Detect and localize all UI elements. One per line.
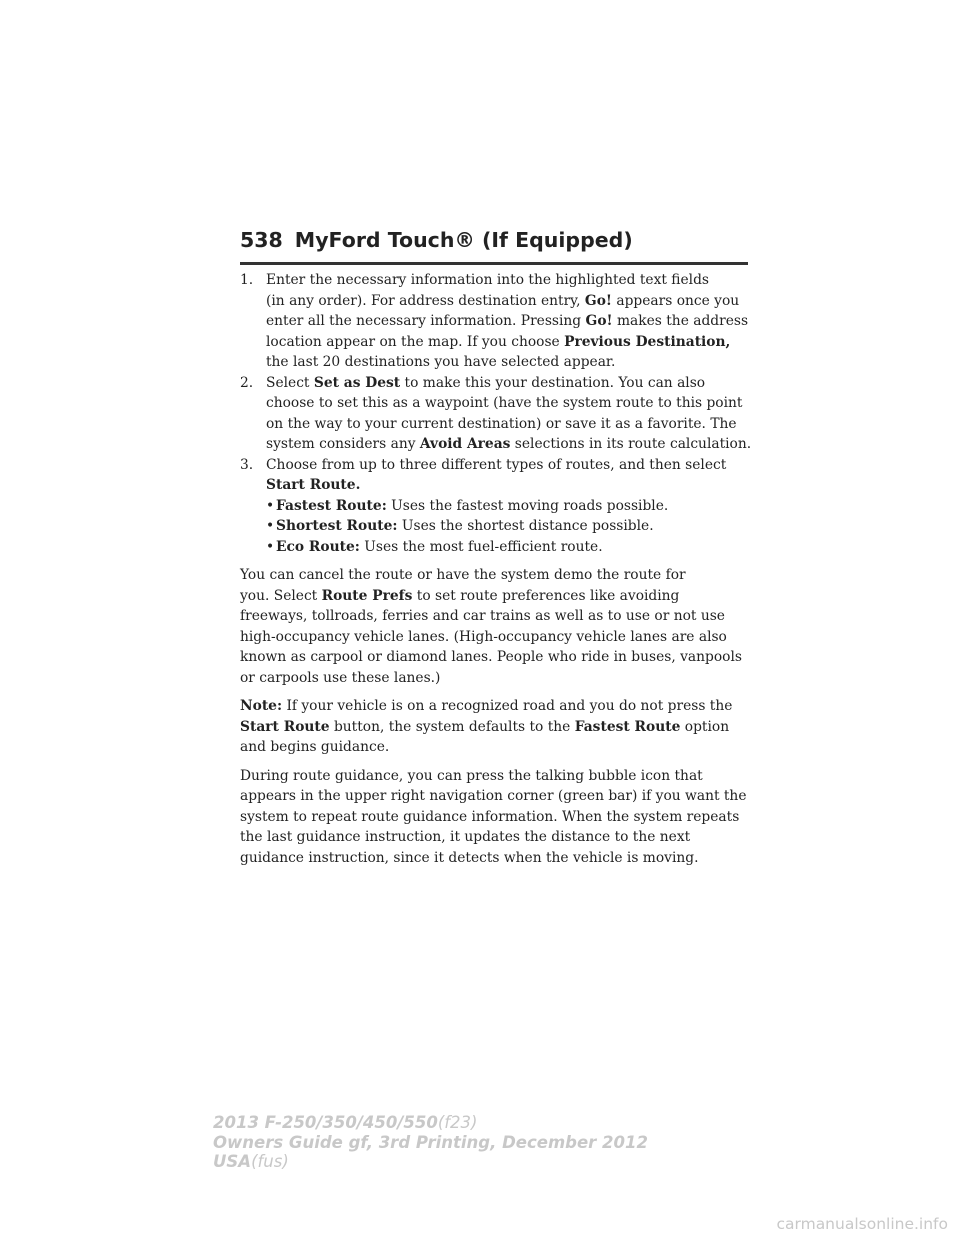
text-run: option — [680, 718, 730, 735]
text-run: the last 20 destinations you have selected appear. — [266, 354, 616, 370]
text-run: on the way to your current destination) or save it as a favorite. The — [266, 415, 737, 432]
route-type-label: Eco Route: — [276, 538, 360, 555]
paragraph — [240, 766, 750, 869]
text-line — [240, 668, 750, 689]
text-run: you. Select — [240, 587, 322, 604]
text-run: to make this your destination. You can also — [400, 374, 706, 391]
text-run: During route guidance, you can press the talking bubble icon that — [240, 767, 703, 784]
text-run: makes the address — [612, 313, 749, 329]
text-run: selections in its route calculation. — [510, 436, 752, 452]
watermark: carmanualsonline.info — [776, 1215, 948, 1233]
text-run: choose to set this as a waypoint (have the system route to this point — [266, 395, 743, 411]
step-text — [266, 455, 750, 496]
text-line — [266, 270, 750, 291]
text-line — [240, 606, 750, 627]
text-line — [240, 696, 750, 717]
text-line — [266, 434, 751, 455]
body-paragraphs — [240, 565, 750, 868]
text-line — [266, 332, 750, 353]
route-type-list — [266, 496, 750, 558]
text-run: If your vehicle is on a recognized road and you do not press the — [282, 698, 733, 714]
numbered-step — [240, 373, 750, 455]
text-run: system considers any — [266, 436, 420, 452]
route-type-label: Shortest Route: — [276, 518, 398, 534]
text-run: to set route preferences like avoiding — [412, 587, 680, 604]
bullet-icon: • — [266, 518, 275, 534]
text-line — [266, 311, 750, 332]
page-body — [240, 270, 750, 868]
paragraph — [240, 696, 750, 758]
step-text — [266, 373, 751, 455]
text-run: system to repeat route guidance information. When the system repeats — [240, 808, 740, 825]
numbered-step — [240, 455, 750, 496]
text-line — [240, 848, 750, 869]
bold-term: Route Prefs — [321, 587, 413, 604]
text-run: the last guidance instruction, it updates the distance to the next — [240, 829, 691, 845]
bold-term: Start Route — [240, 718, 330, 735]
text-line — [240, 807, 750, 828]
step-number: 1. — [240, 272, 254, 288]
text-line — [266, 414, 751, 435]
text-run: guidance instruction, since it detects when the vehicle is moving. — [240, 849, 699, 866]
text-line — [266, 475, 750, 496]
bold-term: Avoid Areas — [419, 436, 511, 452]
page-number: 538 — [240, 228, 283, 252]
text-line — [240, 565, 750, 586]
bold-term: Previous Destination, — [564, 333, 731, 350]
document-footer — [213, 1113, 648, 1172]
text-run: button, the system defaults to the — [329, 718, 575, 735]
bold-term: Set as Dest — [313, 374, 401, 391]
text-line — [266, 291, 750, 312]
header-rule — [240, 262, 748, 265]
route-type-item — [266, 537, 750, 558]
text-run: (in any order). For address destination entry, — [266, 292, 585, 309]
text-run: appears in the upper right navigation corner (green bar) if you want the — [240, 788, 747, 804]
route-type-description: Uses the most fuel-efficient route. — [359, 538, 603, 555]
step-number: 2. — [240, 374, 254, 391]
text-line — [266, 373, 751, 394]
text-line — [266, 352, 750, 373]
step-number: 3. — [240, 456, 254, 473]
text-run: appears once you — [611, 292, 740, 309]
text-run: Enter the necessary information into the highlighted text fields — [266, 272, 709, 288]
text-run: known as carpool or diamond lanes. People who ride in buses, vanpools — [240, 649, 742, 665]
bold-term: Note: — [240, 698, 283, 714]
route-type-item — [266, 496, 750, 517]
step-text — [266, 270, 750, 373]
route-type-description: Uses the fastest moving roads possible. — [386, 497, 669, 514]
route-type-label: Fastest Route: — [276, 497, 387, 514]
text-run: or carpools use these lanes.) — [240, 669, 441, 686]
text-line — [240, 586, 750, 607]
footer-model-line: 2013 F-250/350/450/550(f23) — [213, 1113, 478, 1132]
text-line — [240, 786, 750, 807]
footer-guide-line: Owners Guide gf, 3rd Printing, December 2012 — [213, 1132, 648, 1152]
route-type-text — [276, 516, 654, 537]
route-type-item — [266, 516, 750, 537]
text-line — [240, 647, 750, 668]
footer-region-line: USA(fus) — [213, 1152, 289, 1171]
section-title: MyFord Touch® (If Equipped) — [294, 228, 633, 252]
text-run: freeways, tollroads, ferries and car trains as well as to use or not use — [240, 608, 725, 624]
paragraph — [240, 565, 750, 688]
text-run: high-occupancy vehicle lanes. (High-occupancy vehicle lanes are also — [240, 628, 727, 645]
page-header — [240, 228, 760, 258]
text-run: enter all the necessary information. Pressing — [266, 313, 586, 329]
text-line — [266, 393, 751, 414]
route-type-text — [276, 496, 668, 517]
bullet-icon: • — [266, 538, 275, 555]
text-line — [240, 827, 750, 848]
bold-term: Go! — [585, 313, 613, 329]
bullet-icon: • — [266, 497, 275, 514]
text-line — [266, 455, 750, 476]
route-type-text — [276, 537, 603, 558]
text-run: and begins guidance. — [240, 739, 390, 755]
text-run: Choose from up to three different types of routes, and then select — [266, 456, 727, 473]
bold-term: Fastest Route — [574, 718, 681, 735]
text-line — [240, 766, 750, 787]
bold-term: Start Route. — [266, 477, 361, 493]
text-run: Select — [266, 374, 314, 391]
route-type-description: Uses the shortest distance possible. — [397, 518, 654, 534]
text-run: You can cancel the route or have the system demo the route for — [240, 567, 686, 583]
text-run: location appear on the map. If you choose — [266, 333, 565, 350]
bold-term: Go! — [584, 292, 612, 309]
numbered-step — [240, 270, 750, 373]
numbered-steps — [240, 270, 750, 496]
text-line — [240, 717, 750, 738]
text-line — [240, 737, 750, 758]
text-line — [240, 627, 750, 648]
